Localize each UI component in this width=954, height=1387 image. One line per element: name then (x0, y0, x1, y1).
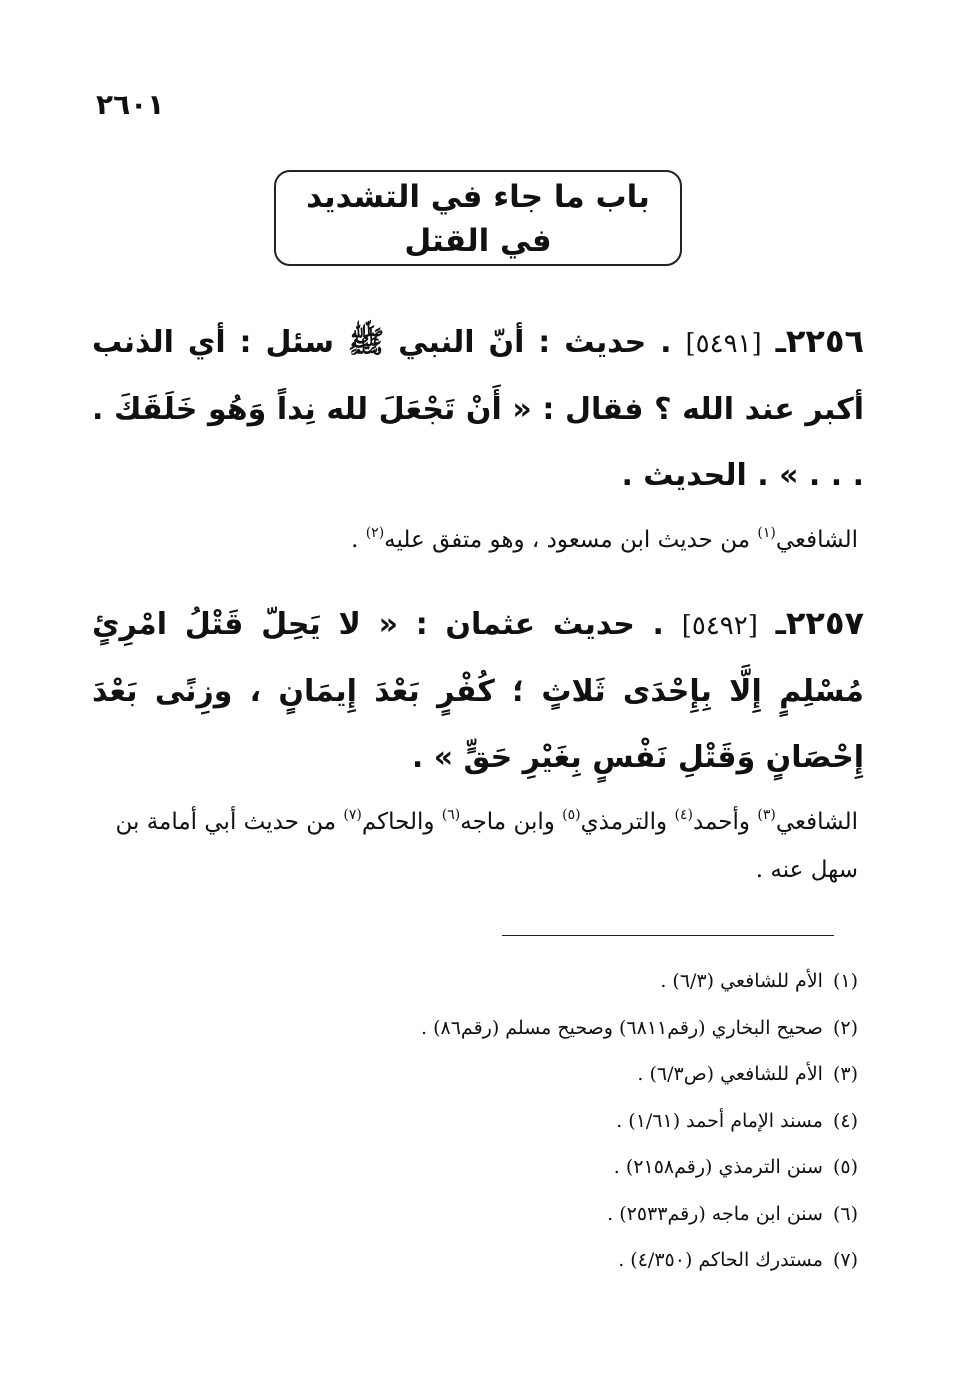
hadith-commentary (92, 516, 858, 564)
commentary-text: وأحمد (692, 809, 758, 835)
footnote-text: مستدرك الحاكم (٤/٣٥٠) . (618, 1249, 823, 1271)
commentary-text: والترمذي (580, 809, 675, 835)
footnote-item (98, 1191, 858, 1238)
hadith-number: ٢٢٥٧ (785, 604, 864, 642)
commentary-text: من حديث ابن مسعود ، وهو متفق عليه (384, 527, 758, 553)
footnote-ref[interactable]: (٣) (757, 807, 776, 823)
hadith-entry (92, 308, 864, 509)
commentary-text: الشافعي (775, 809, 858, 835)
footnote-marker: (٢) (832, 1016, 858, 1039)
footnote-text: صحيح البخاري (رقم٦٨١١) وصحيح مسلم (رقم٨٦) . (421, 1016, 823, 1039)
footnote-ref[interactable]: (١) (757, 525, 776, 541)
hadith-reference: [٥٤٩١] (685, 329, 762, 359)
hadith-number: ٢٢٥٦ (785, 322, 865, 360)
footnote-text: الأم للشافعي (ص٦/٣) . (637, 1063, 823, 1085)
footnote-text: سنن الترمذي (رقم٢١٥٨) . (613, 1156, 823, 1178)
footnote-marker: (٣) (832, 1063, 858, 1085)
footnote-item (98, 1237, 858, 1284)
footnote-text: سنن ابن ماجه (رقم٢٥٣٣) . (607, 1202, 823, 1225)
chapter-title-line-1: باب ما جاء في التشديد (306, 179, 650, 215)
hadith-dash: ـ (775, 607, 786, 642)
footnote-divider (502, 935, 834, 936)
hadith-text: . حديث : أنّ النبي ﷺ سئل : أي الذنب أكبر عند الله ؟ فقال : « أَنْ تَجْعَلَ لله نِداً وَهُو خَلَقَكَ . . . . » . الحديث . (92, 325, 864, 493)
footnote-ref[interactable]: (٧) (343, 807, 362, 823)
commentary-text: وابن ماجه (460, 809, 563, 835)
hadith-text: . حديث عثمان : « لا يَحِلّ قَتْلُ امْرِئٍ مُسْلِمٍ إِلَّا بِإِحْدَى ثَلاثٍ ؛ كُفْرٍ بَعْدَ إِيمَانٍ ، وزِنًى بَعْدَ إِحْصَانٍ وَقَتْلِ نَفْسٍ بِغَيْرِ حَقٍّ » . (92, 607, 864, 775)
footnote-marker: (١) (832, 970, 858, 992)
footnote-text: الأم للشافعي (٦/٣) . (660, 970, 823, 992)
footnotes-list (98, 958, 858, 1284)
hadith-dash: ـ (775, 325, 786, 360)
footnote-ref[interactable]: (٦) (441, 807, 461, 823)
footnote-ref[interactable]: (٥) (562, 807, 581, 823)
page-number: ٢٦٠١ (96, 88, 165, 121)
commentary-text: والحاكم (361, 809, 442, 835)
footnote-text: مسند الإمام أحمد (١/٦١) . (616, 1109, 823, 1132)
footnote-item (98, 1051, 858, 1098)
chapter-title-box (274, 170, 682, 266)
footnote-ref[interactable]: (٤) (674, 807, 693, 823)
commentary-text: . (351, 527, 366, 553)
commentary-text: من حديث أبي أمامة بن سهل عنه . (115, 809, 858, 883)
footnote-marker: (٤) (832, 1109, 858, 1132)
footnote-marker: (٥) (832, 1156, 858, 1178)
hadith-commentary (92, 798, 858, 894)
footnote-item (98, 1005, 858, 1052)
footnote-item (98, 1144, 858, 1191)
hadith-entry (92, 590, 864, 791)
footnote-marker: (٧) (832, 1249, 858, 1271)
footnote-item (98, 958, 858, 1005)
hadith-reference: [٥٤٩٢] (681, 611, 758, 641)
commentary-text: الشافعي (775, 527, 858, 553)
footnote-marker: (٦) (832, 1202, 858, 1225)
chapter-title-line-2: في القتل (404, 223, 552, 259)
footnote-item (98, 1098, 858, 1145)
footnote-ref[interactable]: (٢) (365, 525, 385, 541)
